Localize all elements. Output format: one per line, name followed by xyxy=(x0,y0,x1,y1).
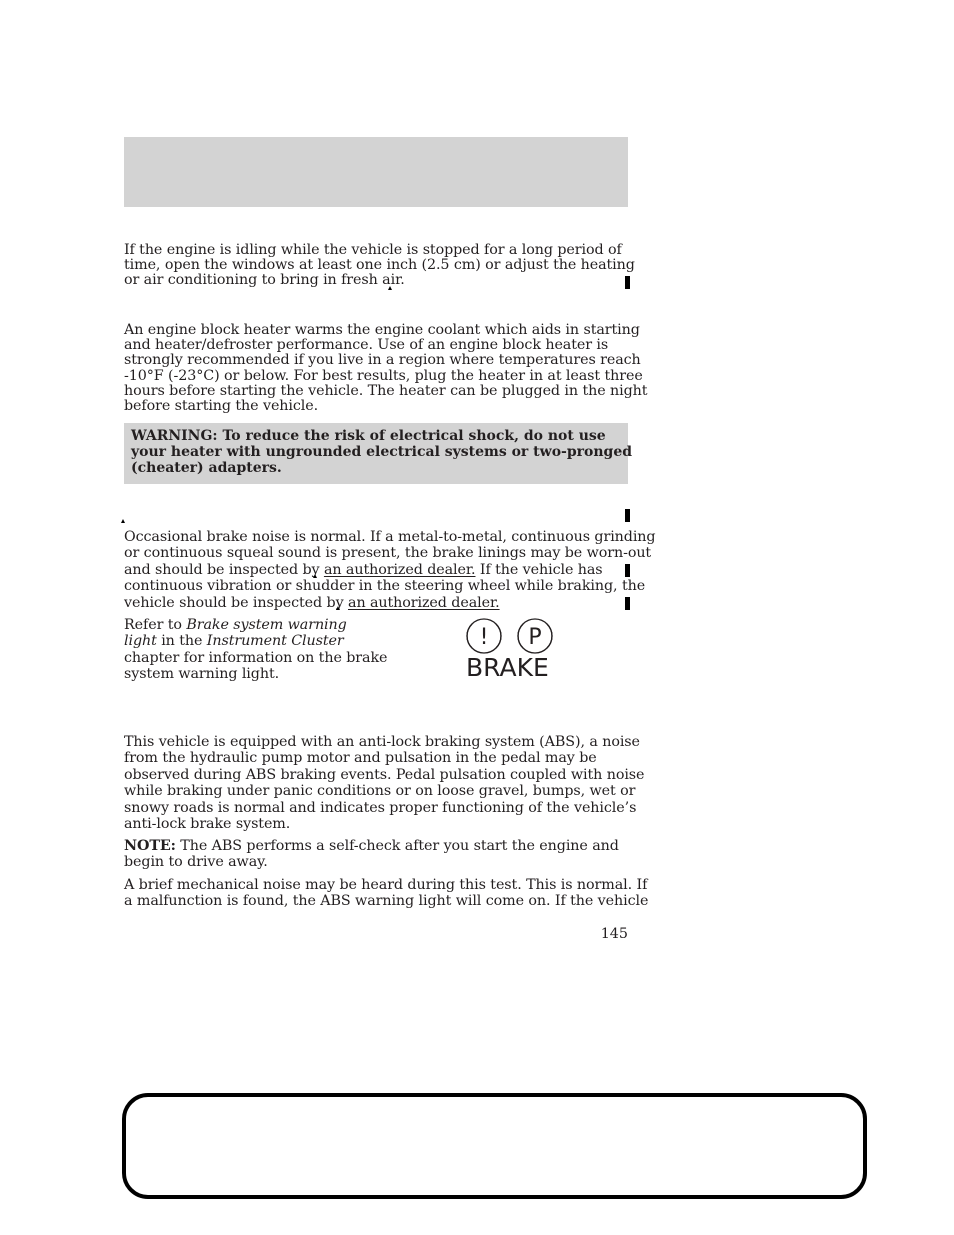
revision-caret-icon xyxy=(121,519,125,523)
exclamation-circle-icon xyxy=(467,619,501,653)
brake-reference-paragraph xyxy=(124,617,424,683)
revision-bar xyxy=(625,509,630,522)
text-line: strongly recommended if you live in a region where temperatures reach xyxy=(124,352,641,369)
text-segment: The ABS performs a self-check after you start the engine and xyxy=(175,838,619,854)
page-number: 145 xyxy=(600,926,628,942)
authorized-dealer-link[interactable]: an authorized dealer. xyxy=(323,561,476,578)
note-label: NOTE: xyxy=(124,838,176,854)
text-line xyxy=(124,633,424,649)
text-line: continuous vibration or shudder in the steering wheel while braking, the xyxy=(124,578,646,595)
revision-bar xyxy=(625,564,630,577)
text-line: time, open the windows at least one inch (2.5 cm) or adjust the heating xyxy=(124,257,635,274)
italic-ref: Instrument Cluster xyxy=(206,633,344,650)
text-line: from the hydraulic pump motor and pulsation in the pedal may be xyxy=(124,750,597,767)
text-line: hours before starting the vehicle. The heater can be plugged in the night xyxy=(124,382,648,399)
abs-test-paragraph xyxy=(124,877,649,910)
revision-bar xyxy=(625,597,630,610)
block-heater-paragraph xyxy=(124,322,648,415)
text-line: or continuous squeal sound is present, the brake linings may be worn-out xyxy=(124,545,652,562)
text-segment: vehicle should be inspected by xyxy=(124,594,349,611)
text-segment: and should be inspected by xyxy=(124,561,324,578)
text-line: A brief mechanical noise may be heard during this test. This is normal. If xyxy=(124,877,648,893)
text-line: and heater/defroster performance. Use of an engine block heater is xyxy=(124,337,609,354)
text-segment: Refer to xyxy=(124,617,187,633)
text-segment: If the vehicle has xyxy=(475,561,603,578)
warning-line: (cheater) adapters. xyxy=(131,460,282,477)
revision-caret-icon xyxy=(336,606,340,610)
text-line: or air conditioning to bring in fresh air. xyxy=(124,272,405,289)
text-line: Occasional brake noise is normal. If a metal-to-metal, continuous grinding xyxy=(124,529,656,545)
text-line: snowy roads is normal and indicates proper functioning of the vehicle’s xyxy=(124,799,637,816)
exclamation-glyph: ! xyxy=(479,625,489,650)
section-header-band xyxy=(124,137,628,207)
text-line: -10°F (-23°C) or below. For best results, plug the heater in at least three xyxy=(124,367,643,384)
warning-line: WARNING: To reduce the risk of electrical shock, do not use xyxy=(131,428,606,444)
abs-paragraph xyxy=(124,734,645,833)
revision-caret-icon xyxy=(313,574,317,578)
parking-p-circle-icon xyxy=(518,619,552,653)
text-line xyxy=(124,595,630,611)
text-line xyxy=(124,838,630,854)
revision-caret-icon xyxy=(388,286,392,290)
text-line: chapter for information on the brake xyxy=(124,649,388,666)
text-line xyxy=(124,562,630,578)
text-line: system warning light. xyxy=(124,666,280,683)
text-line: This vehicle is equipped with an anti-lock braking system (ABS), a noise xyxy=(124,734,640,750)
revision-bar xyxy=(625,276,630,289)
text-line: anti-lock brake system. xyxy=(124,816,291,833)
brake-noise-paragraph xyxy=(124,529,656,611)
text-line: before starting the vehicle. xyxy=(124,398,319,415)
text-line: a malfunction is found, the ABS warning light will come on. If the vehicle xyxy=(124,893,649,910)
p-glyph: P xyxy=(528,625,542,650)
warning-line: your heater with ungrounded electrical systems or two-pronged xyxy=(131,444,633,461)
text-line: observed during ABS braking events. Pedal pulsation coupled with noise xyxy=(124,766,645,783)
text-line xyxy=(124,617,424,633)
italic-ref: light xyxy=(124,633,157,650)
footer-frame xyxy=(122,1093,867,1199)
note-paragraph xyxy=(124,838,630,871)
authorized-dealer-link[interactable]: an authorized dealer. xyxy=(348,594,500,611)
text-line: If the engine is idling while the vehicle is stopped for a long period of xyxy=(124,242,622,258)
warning-text xyxy=(131,428,633,477)
idling-paragraph xyxy=(124,242,635,289)
text-line: while braking under panic conditions or on loose gravel, bumps, wet or xyxy=(124,783,636,800)
brake-label: BRAKE xyxy=(466,653,549,682)
text-segment: in the xyxy=(156,633,207,650)
text-line: An engine block heater warms the engine coolant which aids in starting xyxy=(124,322,640,338)
text-line: begin to drive away. xyxy=(124,854,268,871)
italic-ref: Brake system warning xyxy=(186,617,347,633)
